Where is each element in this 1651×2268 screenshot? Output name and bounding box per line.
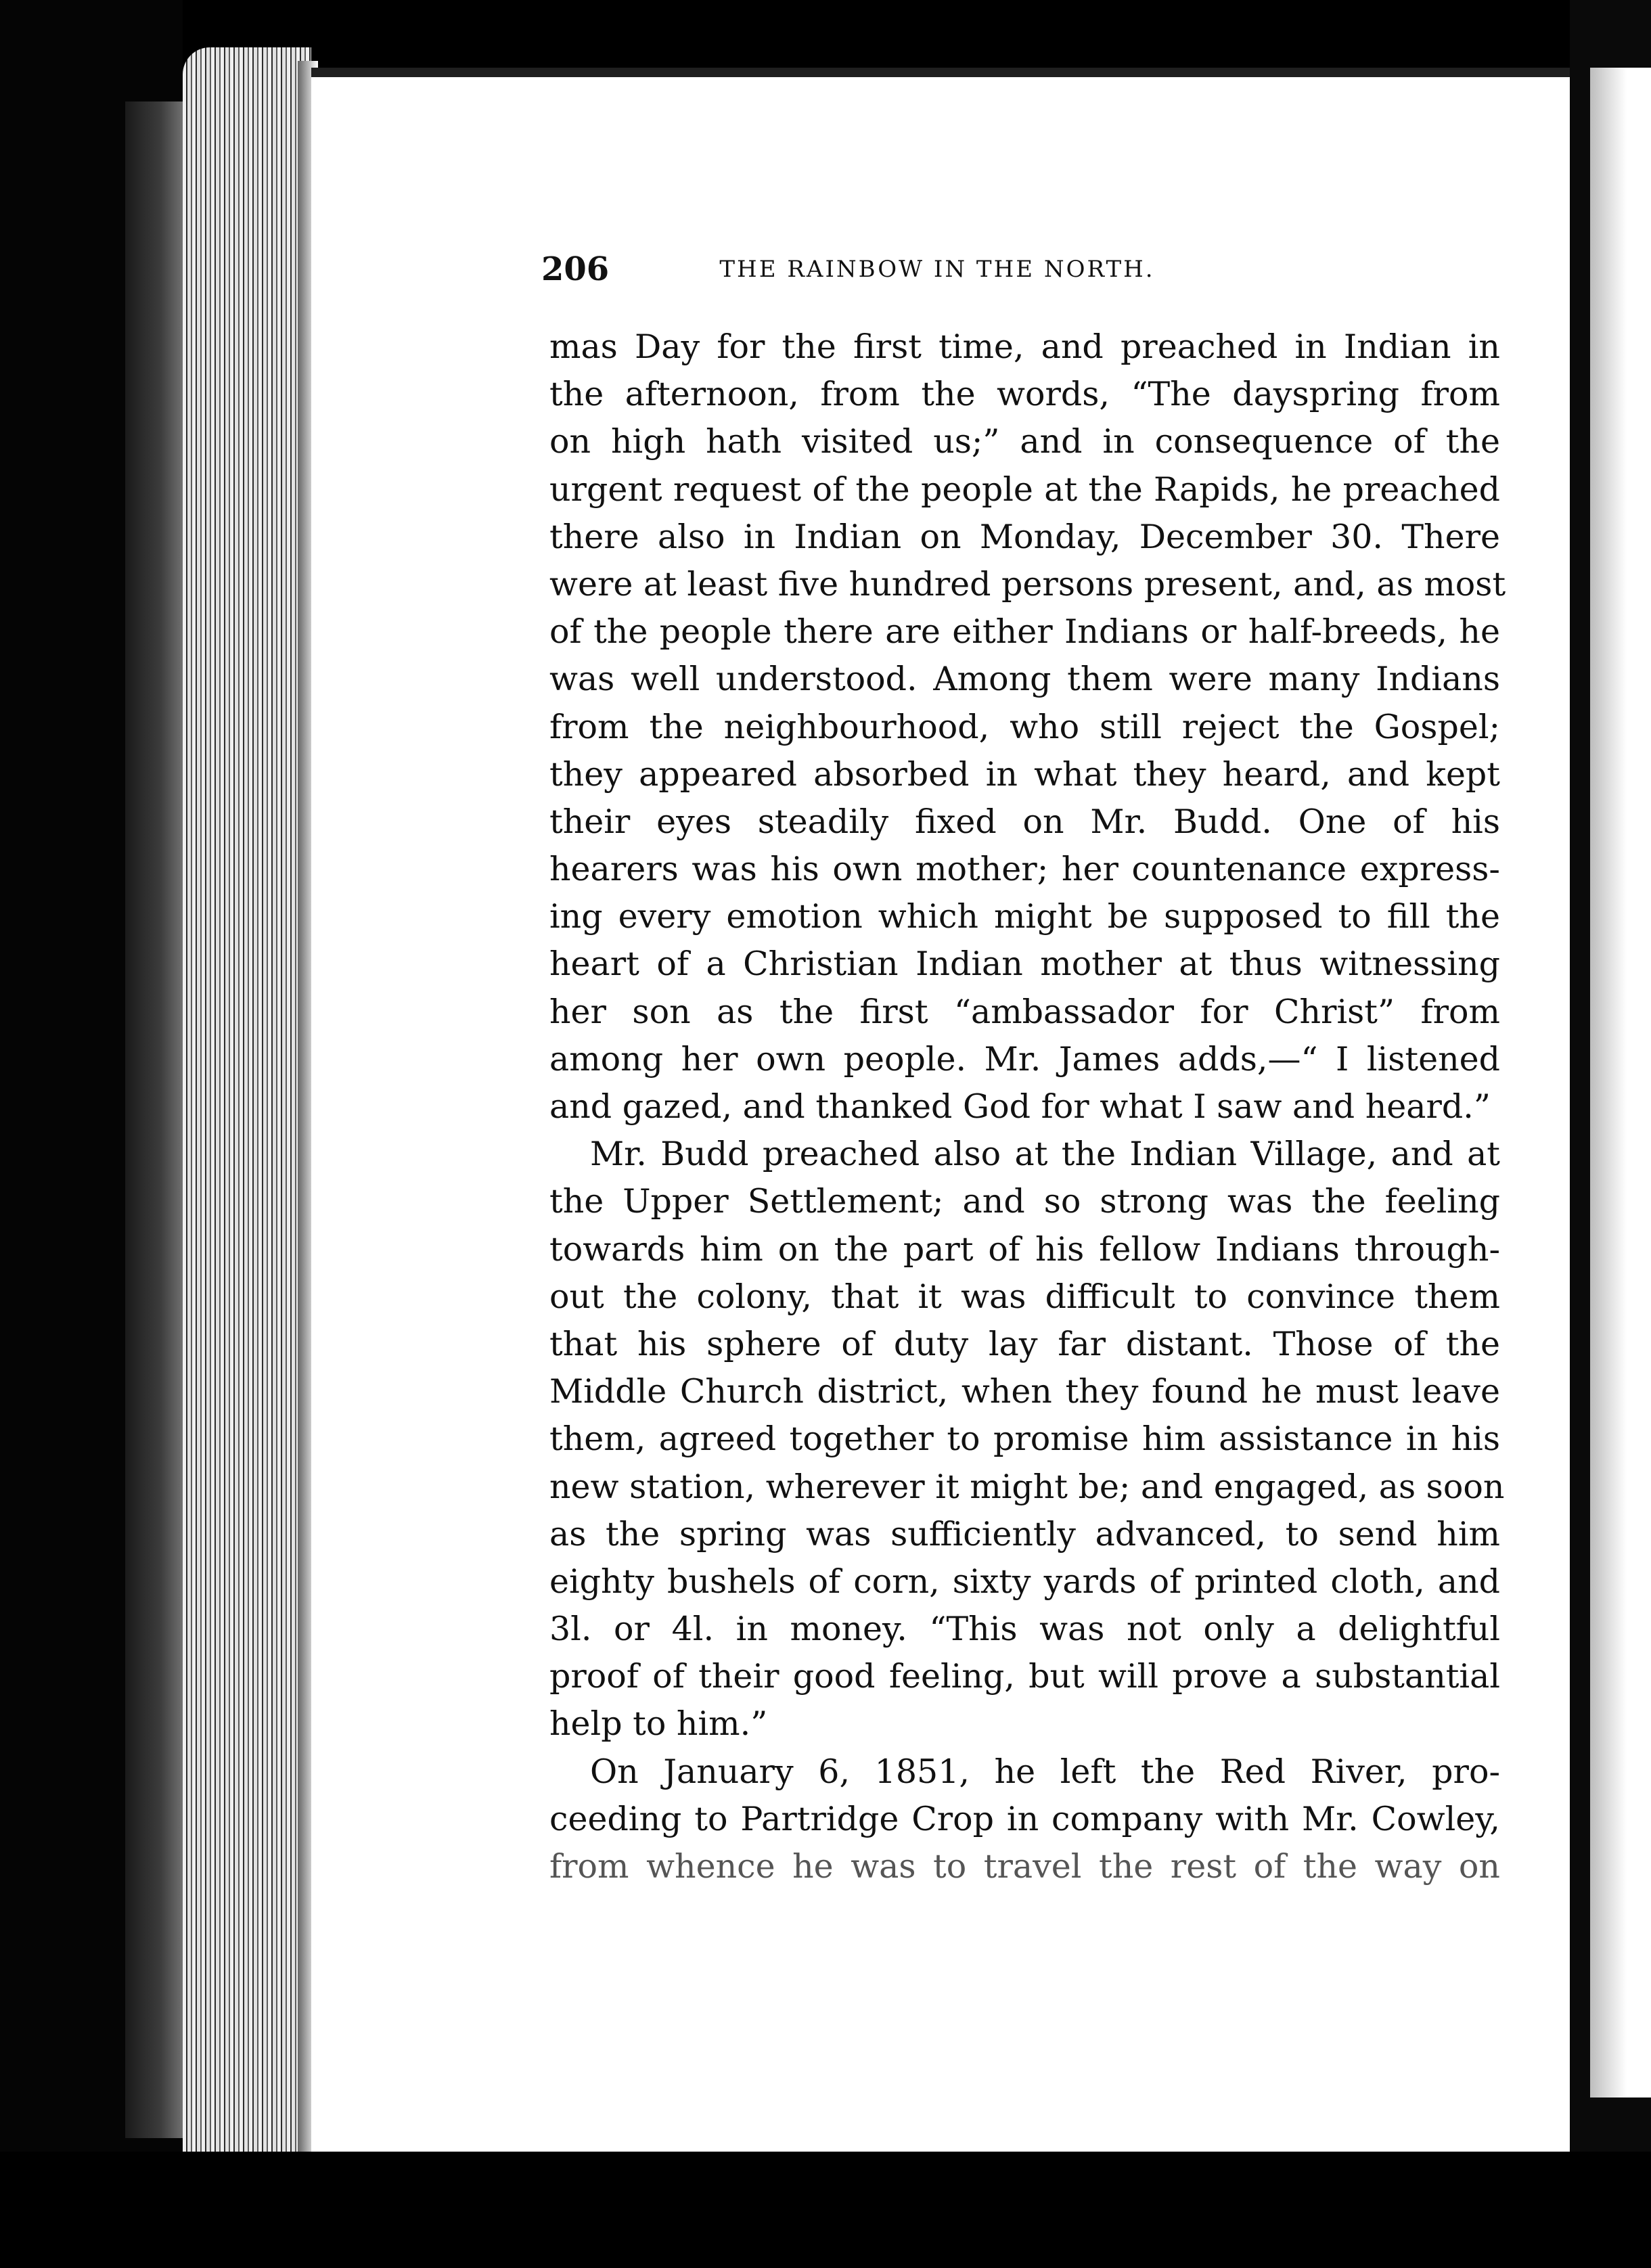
text-line: on high hath visited us;” and in consequence of the: [549, 422, 1500, 461]
text-line: were at least five hundred persons present, and, as most: [549, 564, 1506, 604]
text-line: help to him.”: [549, 1704, 768, 1744]
text-line: new station, wherever it might be; and engaged, as soon: [549, 1467, 1505, 1506]
text-line: the Upper Settlement; and so strong was the feeling: [549, 1182, 1500, 1221]
text-line: was well understood. Among them were many Indians: [549, 660, 1500, 699]
text-line: and gazed, and thanked God for what I saw and heard.”: [549, 1087, 1491, 1126]
text-line: ing every emotion which might be supposed to fill the: [549, 897, 1500, 936]
text-line: from whence he was to travel the rest of the way on: [549, 1847, 1500, 1886]
text-line: hearers was his own mother; her countenance express-: [549, 850, 1500, 889]
text-line: the afternoon, from the words, “The dayspring from: [549, 375, 1500, 414]
text-line: Mr. Budd preached also at the Indian Village, and at: [590, 1135, 1500, 1174]
text-line: Middle Church district, when they found he must leave: [549, 1372, 1500, 1411]
text-line: eighty bushels of corn, sixty yards of printed cloth, and: [549, 1562, 1500, 1601]
running-title: THE RAINBOW IN THE NORTH.: [719, 256, 1155, 283]
facing-page-edge: [1590, 68, 1651, 2097]
text-line: urgent request of the people at the Rapids, he preached: [549, 470, 1500, 509]
text-line: On January 6, 1851, he left the Red River, pro-: [590, 1752, 1500, 1791]
page-edges: [183, 47, 311, 2158]
text-line: of the people there are either Indians or half-breeds, he: [549, 612, 1500, 652]
scan-background-bottom: [0, 2152, 1651, 2268]
text-line: as the spring was sufficiently advanced, to send him: [549, 1514, 1500, 1553]
text-line: heart of a Christian Indian mother at thus witnessing: [549, 945, 1500, 984]
text-line: among her own people. Mr. James adds,—“ I listened: [549, 1039, 1500, 1079]
text-line: their eyes steadily fixed on Mr. Budd. One of his: [549, 802, 1500, 841]
text-line: proof of their good feeling, but will prove a substantial: [549, 1657, 1500, 1696]
text-line: there also in Indian on Monday, December 30. There: [549, 517, 1500, 556]
text-line: they appeared absorbed in what they heard, and kept: [549, 754, 1500, 794]
text-line: mas Day for the first time, and preached in Indian in: [549, 327, 1500, 366]
text-line: ceeding to Partridge Crop in company with Mr. Cowley,: [549, 1799, 1500, 1838]
text-line: them, agreed together to promise him assistance in his: [549, 1420, 1500, 1459]
page-header: [541, 249, 1292, 290]
text-line: her son as the first “ambassador for Christ” from: [549, 992, 1500, 1031]
body-text: [549, 323, 1506, 1890]
text-line: out the colony, that it was difficult to convince them: [549, 1277, 1500, 1316]
page-number: 206: [541, 250, 610, 288]
text-line: from the neighbourhood, who still reject the Gospel;: [549, 707, 1500, 746]
text-line: towards him on the part of his fellow Indians through-: [549, 1229, 1500, 1269]
text-line: 3l. or 4l. in money. “This was not only a delightful: [549, 1610, 1500, 1649]
text-line: that his sphere of duty lay far distant. Those of the: [549, 1324, 1500, 1363]
